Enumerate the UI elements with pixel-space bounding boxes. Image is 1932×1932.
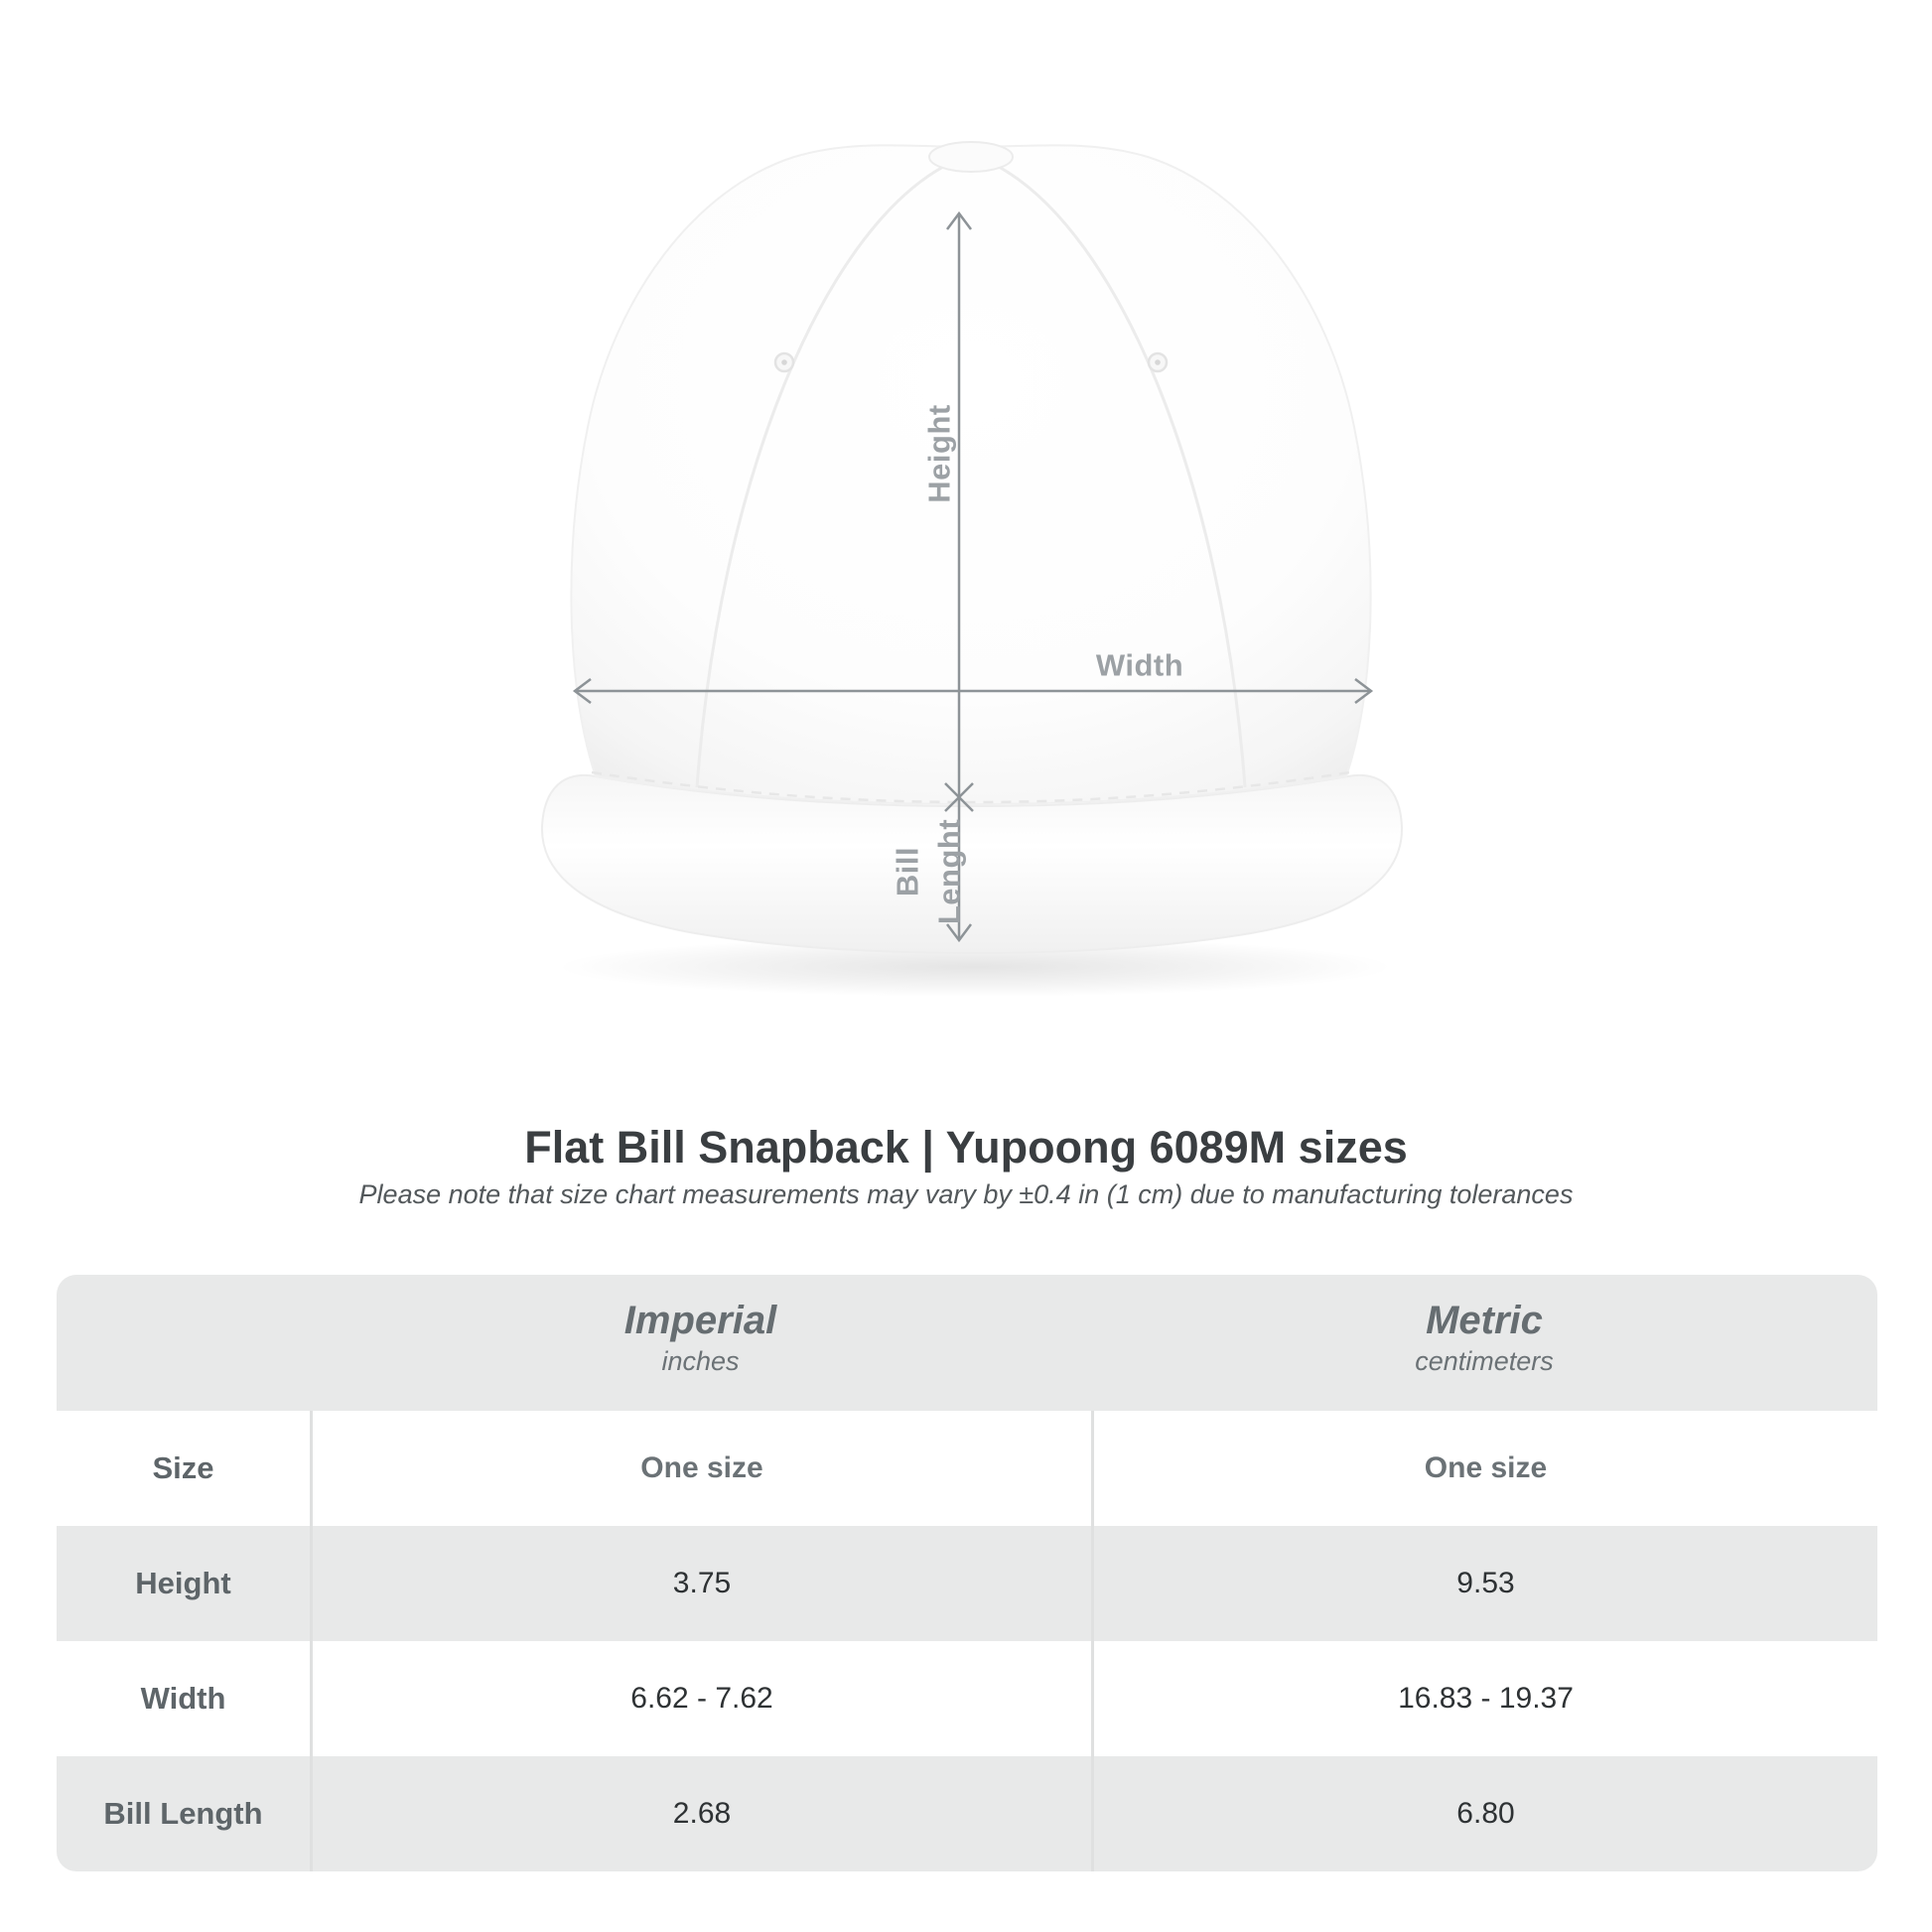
width-metric-value: 16.83 - 19.37	[1091, 1641, 1877, 1756]
eyelet-left	[775, 353, 793, 371]
hat-crown	[571, 145, 1370, 804]
hat-button	[929, 142, 1013, 172]
width-measure-label: Width	[1095, 647, 1184, 683]
corner-cell	[57, 1275, 310, 1411]
row-label-height: Height	[135, 1566, 231, 1600]
table-row-bill-length	[57, 1756, 1877, 1871]
bill-length-imperial-value: 2.68	[310, 1756, 1091, 1871]
table-row-height	[57, 1526, 1877, 1641]
table-row-width	[57, 1641, 1877, 1756]
metric-column-name: Metric	[1426, 1299, 1543, 1342]
height-measure-label: Height	[921, 404, 957, 503]
tolerance-note: Please note that size chart measurements may vary by ±0.4 in (1 cm) due to manufacturing tolerances	[358, 1179, 1574, 1209]
row-label-width: Width	[140, 1681, 226, 1716]
page-title: Flat Bill Snapback | Yupoong 6089M sizes	[524, 1122, 1408, 1173]
bill-length-measure-label-line1: Bill	[890, 846, 925, 897]
size-table-header	[57, 1275, 1877, 1411]
row-label-bill-length: Bill Length	[103, 1796, 263, 1831]
bill-length-measure-label-line2: Lenght	[931, 818, 967, 925]
eyelet-right	[1149, 353, 1167, 371]
imperial-column-name: Imperial	[623, 1299, 777, 1342]
height-metric-value: 9.53	[1091, 1526, 1877, 1641]
metric-column-unit: centimeters	[1415, 1346, 1554, 1376]
row-label-size: Size	[152, 1450, 214, 1485]
metric-column-header	[1091, 1275, 1877, 1411]
height-imperial-value: 3.75	[310, 1526, 1091, 1641]
imperial-column-header	[310, 1275, 1091, 1411]
table-row-size	[57, 1411, 1877, 1526]
size-table	[57, 1275, 1877, 1871]
bill-length-metric-value: 6.80	[1091, 1756, 1877, 1871]
size-metric-value: One size	[1091, 1411, 1877, 1526]
width-imperial-value: 6.62 - 7.62	[310, 1641, 1091, 1756]
size-imperial-value: One size	[310, 1411, 1091, 1526]
imperial-column-unit: inches	[661, 1346, 740, 1376]
